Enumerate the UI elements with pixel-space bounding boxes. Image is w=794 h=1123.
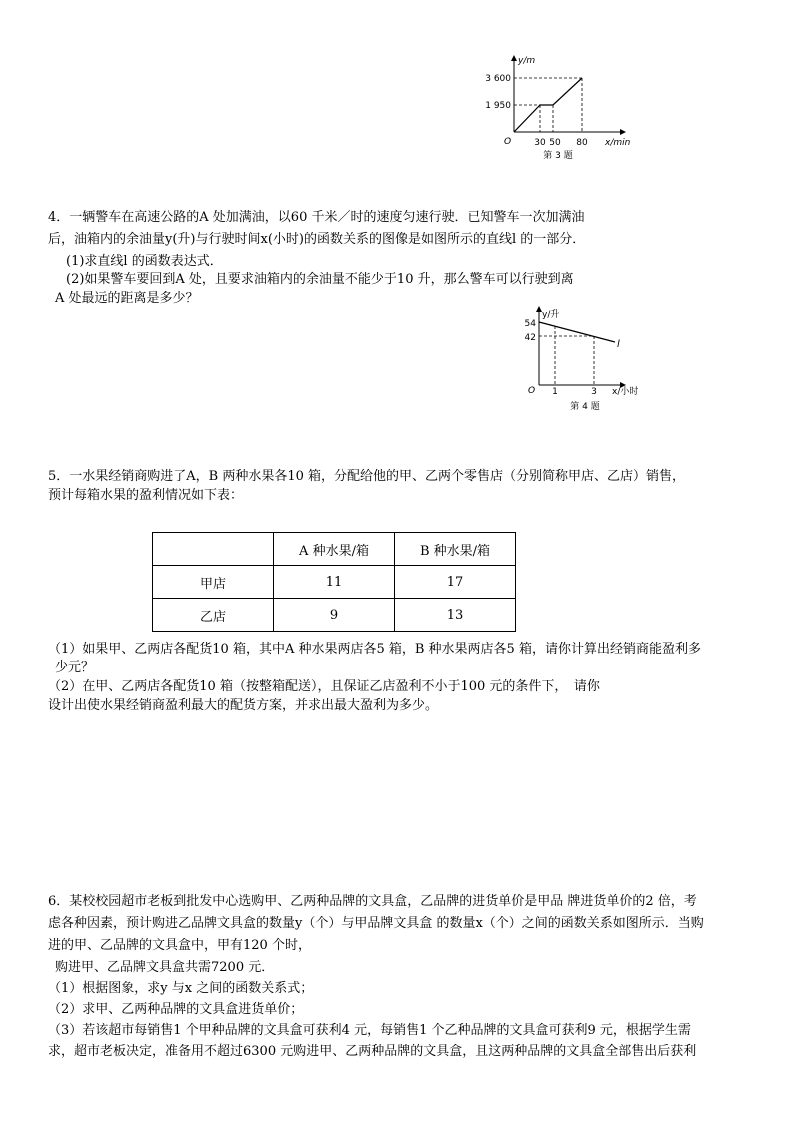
fig3-caption: 第 3 题 (543, 151, 573, 161)
q4-line-2: 后，油箱内的余油量y(升)与行驶时间x(小时)的函数关系的图像是如图所示的直线l 的一部分． (48, 232, 586, 247)
fig3-y-tick-3600: 3 600 (485, 74, 511, 84)
table-header-row (153, 533, 516, 566)
table-row (153, 566, 516, 599)
q6-line-7: （3）若该超市每销售1 个甲种品牌的文具盒可获利4 元，每销售1 个乙种品牌的文具盒可获利9 元，根据学生需 (48, 1023, 691, 1038)
table-cell: 甲店 (153, 566, 274, 599)
table-cell: 13 (395, 599, 516, 632)
table-header-cell (153, 533, 274, 566)
q4-line-4: (2)如果警车要回到A 处，且要求油箱内的余油量不能少于10 升，那么警车可以行驶到离 (66, 272, 574, 287)
table-cell: 11 (274, 566, 395, 599)
q4-line-3: (1)求直线l 的函数表达式． (66, 254, 223, 269)
q5-line-1: 5．一水果经销商购进了A，B 两种水果各10 箱，分配给他的甲、乙两个零售店（分别简称甲店、乙店）销售， (48, 469, 686, 484)
profit-table (152, 532, 516, 632)
table-row (153, 599, 516, 632)
fig3-x-label: x/min (605, 138, 631, 148)
fig3-x-tick-30: 30 (534, 138, 546, 148)
table-header-cell: A 种水果/箱 (274, 533, 395, 566)
fig4-x-tick-3: 3 (591, 387, 597, 397)
table-cell: 乙店 (153, 599, 274, 632)
fig3-x-tick-50: 50 (549, 138, 561, 148)
q4-line-1: 4．一辆警车在高速公路的A 处加满油，以60 千米／时的速度匀速行驶．已知警车一次加满油 (48, 210, 585, 225)
q5-line-4: 少元？ (55, 660, 95, 675)
fig3-x-tick-80: 80 (576, 138, 588, 148)
q5-line-3: （1）如果甲、乙两店各配货10 箱，其中A 种水果两店各5 箱，B 种水果两店各5 箱，请你计算出经销商能盈利多 (48, 642, 701, 657)
q6-line-6: （2）求甲、乙两种品牌的文具盒进货单价； (48, 1002, 304, 1017)
fig4-y-tick-54: 54 (524, 319, 536, 329)
fig3-origin: O (504, 137, 512, 147)
fig4-y-tick-42: 42 (524, 333, 536, 343)
fig4-y-label: y/升 (542, 310, 560, 320)
fig3-y-tick-1950: 1 950 (485, 101, 511, 111)
fig4-caption: 第 4 题 (570, 402, 600, 412)
figure-4-graph (515, 303, 655, 418)
fig4-origin: O (528, 386, 536, 396)
q4-line-5: A 处最远的距离是多少？ (55, 291, 199, 306)
q6-line-8: 求，超市老板决定，准备用不超过6300 元购进甲、乙两种品牌的文具盒，且这两种品牌的文具盒全部售出后获利 (48, 1044, 697, 1059)
fig4-x-label: x/小时 (612, 387, 639, 397)
fig3-y-label: y/m (518, 56, 536, 66)
q5-line-5: （2）在甲、乙两店各配货10 箱（按整箱配送），且保证乙店盈利不小于100 元的条件下， 请你 (48, 679, 600, 694)
table-header-cell: B 种水果/箱 (395, 533, 516, 566)
table-cell: 9 (274, 599, 395, 632)
q5-line-6: 设计出使水果经销商盈利最大的配货方案，并求出最大盈利为多少。 (48, 698, 439, 713)
fig4-x-tick-1: 1 (552, 387, 558, 397)
figure-3-graph (485, 48, 640, 168)
q6-line-1: 6．某校校园超市老板到批发中心选购甲、乙两种品牌的文具盒，乙品牌的进货单价是甲品 牌进货单价的2 倍，考 (48, 894, 697, 909)
table-cell: 17 (395, 566, 516, 599)
q6-line-5: （1）根据图象，求y 与x 之间的函数关系式； (48, 981, 314, 996)
q6-line-3: 进的甲、乙品牌的文具盒中，甲有120 个时， (48, 938, 311, 953)
q6-line-2: 虑各种因素，预计购进乙品牌文具盒的数量y（个）与甲品牌文具盒 的数量x（个）之间的函数关系如图所示．当购 (48, 916, 704, 931)
fig4-line-label: l (617, 339, 620, 350)
q6-line-4: 购进甲、乙品牌文具盒共需7200 元． (55, 960, 275, 975)
q5-line-2: 预计每箱水果的盈利情况如下表： (48, 488, 244, 503)
